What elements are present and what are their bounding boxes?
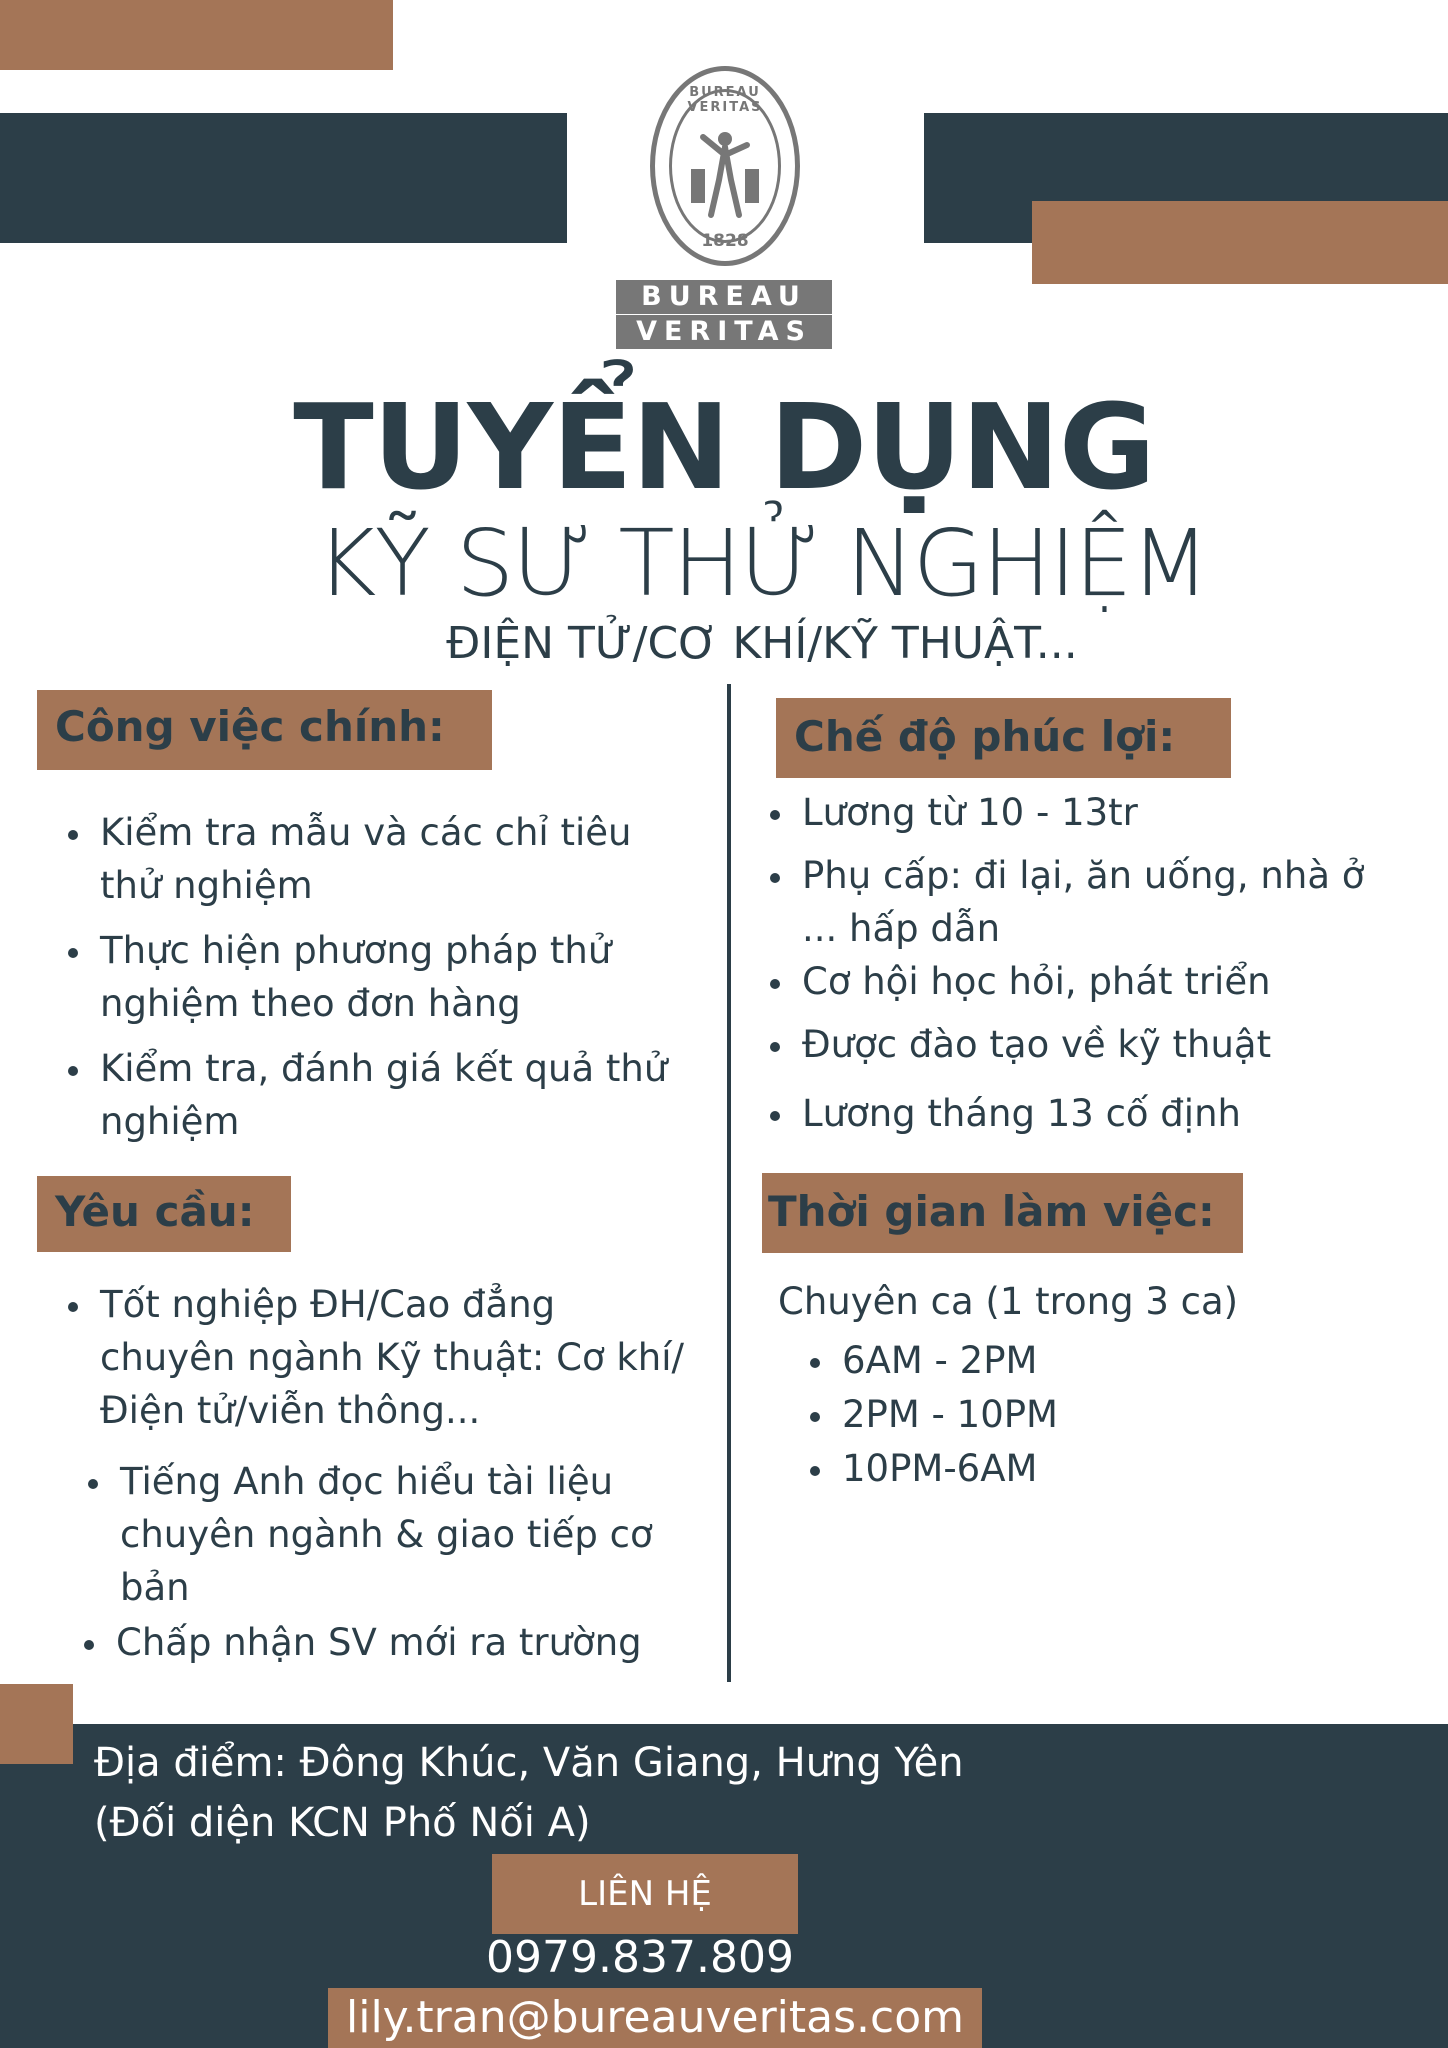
list-item: Kiểm tra, đánh giá kết quả thử nghiệm <box>64 1042 704 1148</box>
working-time-intro: Chuyên ca (1 trong 3 ca) <box>778 1280 1239 1323</box>
list-item: Tốt nghiệp ĐH/Cao đẳng chuyên ngành Kỹ thuật: Cơ khí/Điện tử/viễn thông... <box>64 1278 694 1437</box>
headline-position: KỸ SƯ THỬ NGHIỆM <box>316 510 1208 617</box>
column-divider <box>727 684 731 1682</box>
contact-phone[interactable]: 0979.837.809 <box>486 1932 794 1983</box>
list-item: Chấp nhận SV mới ra trường <box>80 1616 694 1669</box>
logo-word-bureau: BUREAU <box>616 280 832 314</box>
decor-footer-brown <box>0 1684 73 1764</box>
headline-recruiting: TUYỂN DỤNG <box>293 378 1155 516</box>
decor-top-left-brown <box>0 0 393 70</box>
logo-figure-icon <box>685 125 765 225</box>
contact-label: LIÊN HỆ <box>492 1854 798 1934</box>
working-time-heading: Thời gian làm việc: <box>762 1173 1243 1253</box>
decor-top-right-brown <box>1032 201 1448 284</box>
list-item: Thực hiện phương pháp thử nghiệm theo đơn hàng <box>64 924 704 1030</box>
logo-year: 1828 <box>701 231 749 251</box>
logo-seal <box>650 66 800 266</box>
list-item: Phụ cấp: đi lại, ăn uống, nhà ở ... hấp dẫn <box>766 849 1406 955</box>
list-item: Lương từ 10 - 13tr <box>766 786 1406 839</box>
contact-email[interactable]: lily.tran@bureauveritas.com <box>328 1988 982 2048</box>
list-item: Kiểm tra mẫu và các chỉ tiêu thử nghiệm <box>64 806 704 912</box>
list-item: Cơ hội học hỏi, phát triển <box>766 955 1406 1008</box>
logo-ring-text: BUREAU VERITAS <box>687 85 763 115</box>
list-item: 10PM-6AM <box>806 1442 1206 1496</box>
logo-word-veritas: VERITAS <box>616 315 832 349</box>
list-item: 2PM - 10PM <box>806 1388 1206 1442</box>
requirements-list <box>64 1278 694 1669</box>
location-line-2: (Đối diện KCN Phố Nối A) <box>94 1800 591 1846</box>
list-item: Được đào tạo về kỹ thuật <box>766 1018 1406 1071</box>
decor-top-left-navy <box>0 113 567 243</box>
main-tasks-heading: Công việc chính: <box>37 690 492 770</box>
list-item: Lương tháng 13 cố định <box>766 1087 1406 1140</box>
benefits-heading: Chế độ phúc lợi: <box>776 698 1231 778</box>
list-item: Tiếng Anh đọc hiểu tài liệu chuyên ngành & giao tiếp cơ bản <box>84 1455 694 1614</box>
main-tasks-list <box>64 806 704 1148</box>
bureau-veritas-logo <box>616 62 832 362</box>
requirements-heading: Yêu cầu: <box>37 1176 291 1252</box>
list-item: 6AM - 2PM <box>806 1334 1206 1388</box>
location-line-1: Địa điểm: Đông Khúc, Văn Giang, Hưng Yên <box>94 1740 964 1786</box>
headline-fields: ĐIỆN TỬ/CƠ KHÍ/KỸ THUẬT... <box>446 618 1078 669</box>
shift-list <box>806 1334 1206 1496</box>
benefits-list <box>766 786 1406 1140</box>
